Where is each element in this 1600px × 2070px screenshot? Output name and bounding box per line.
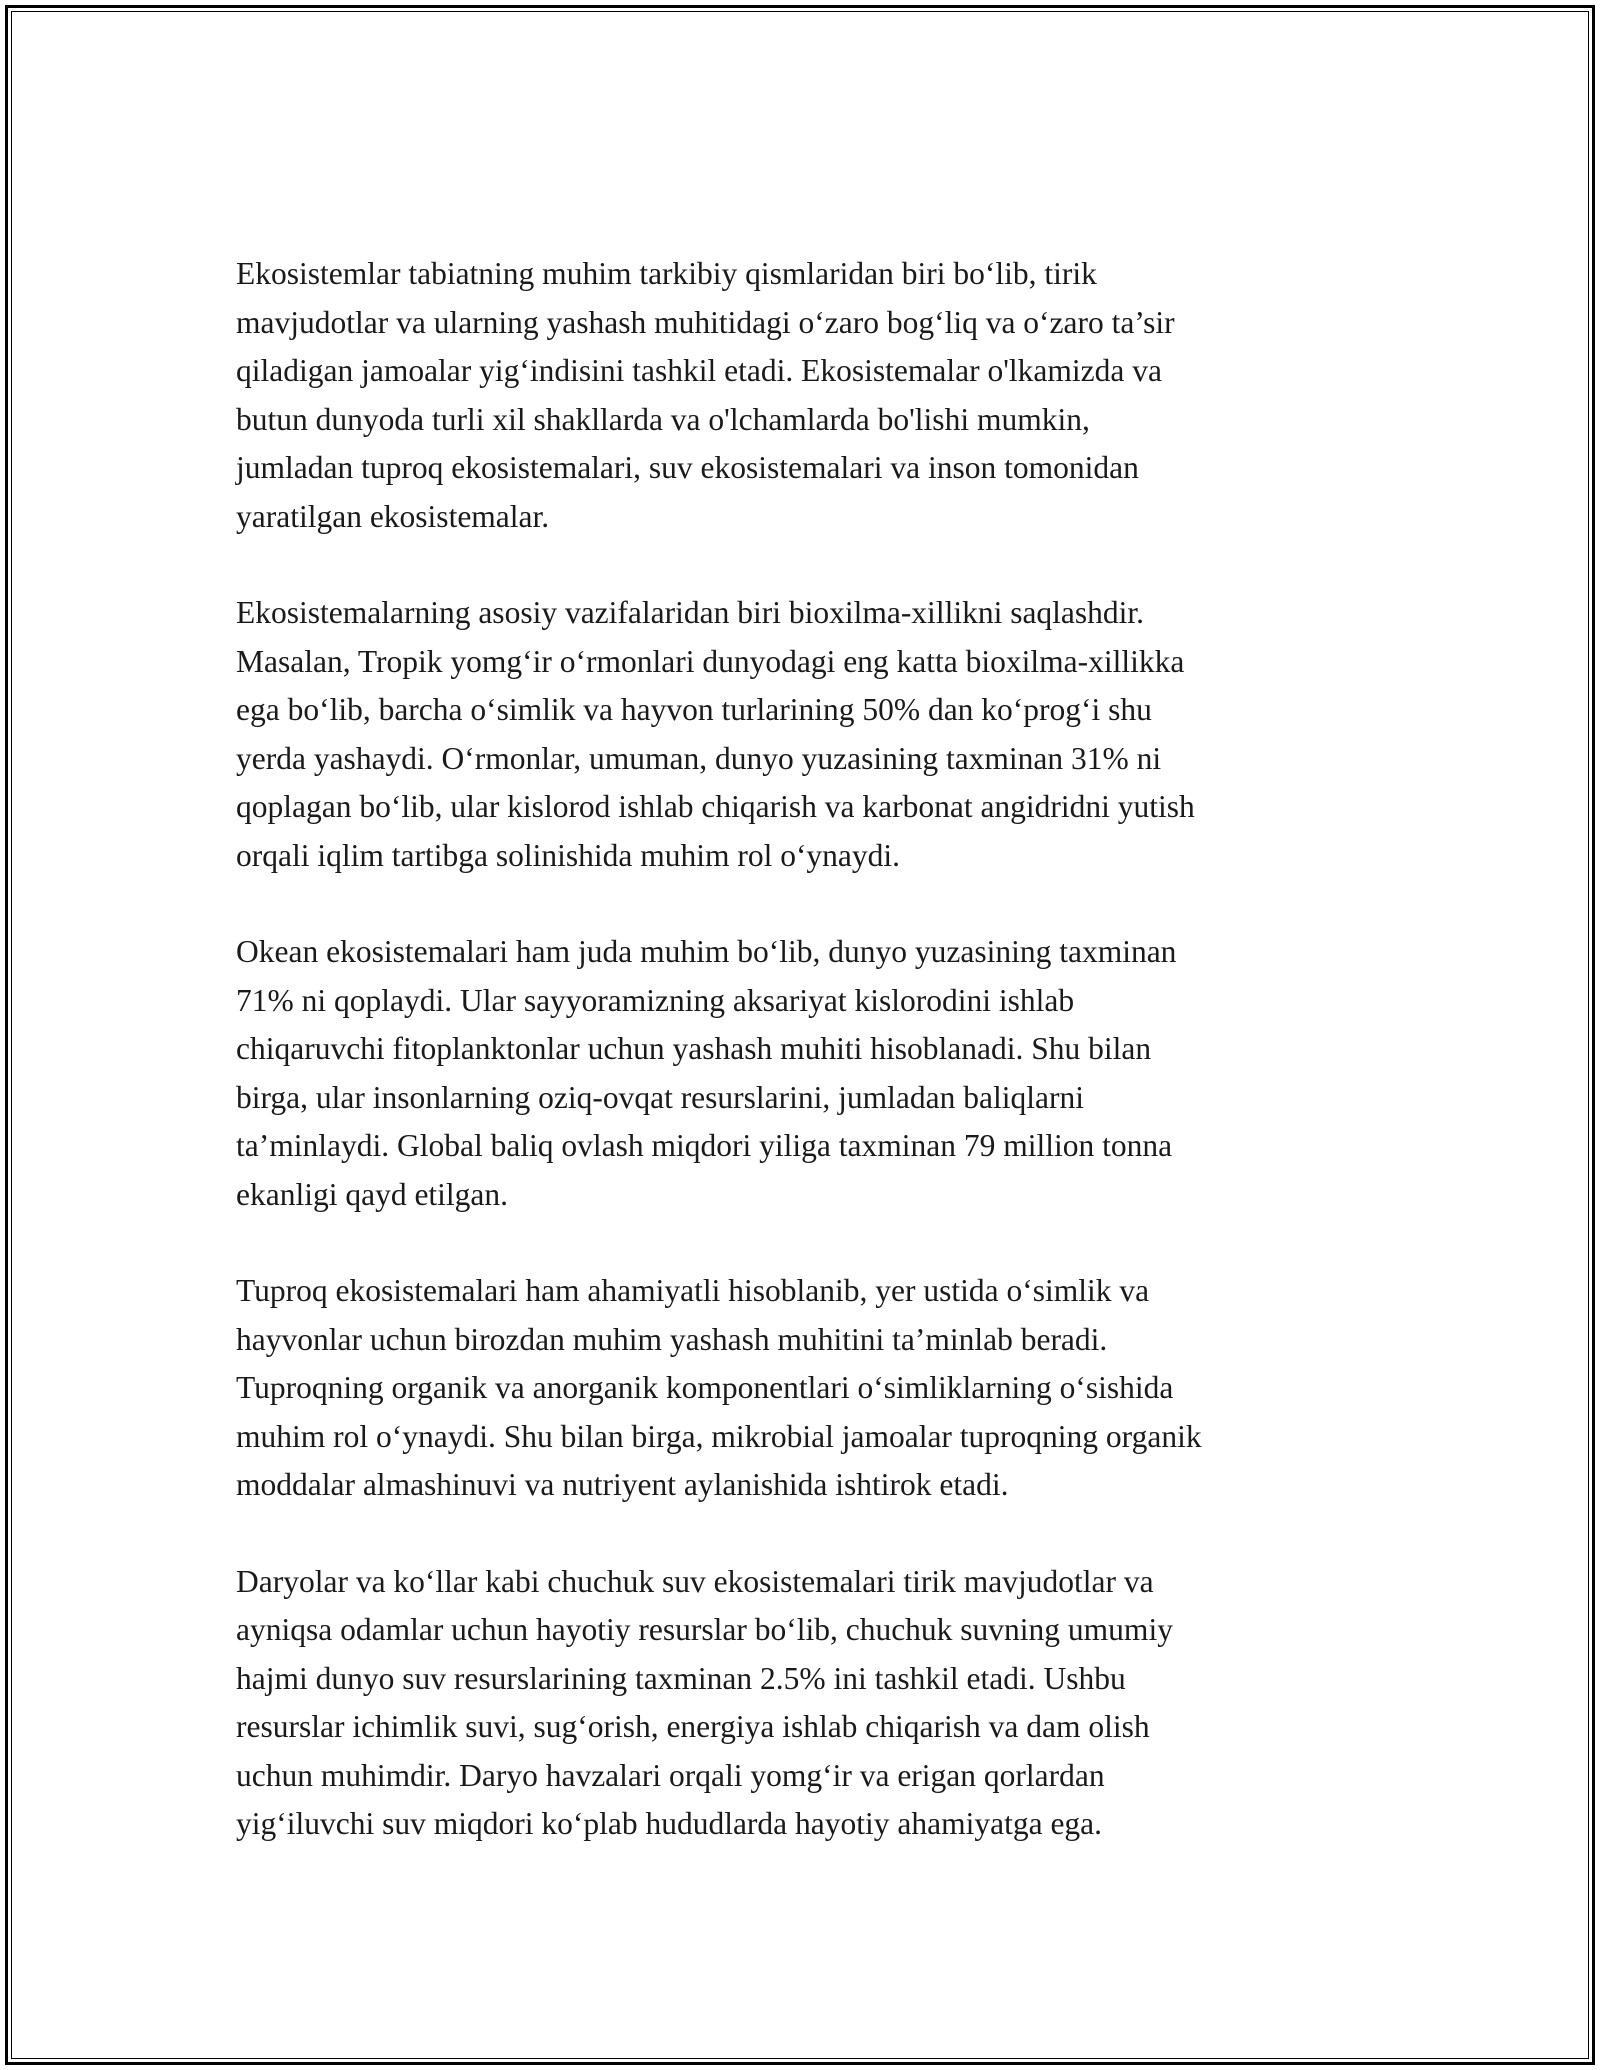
text-line: 71% ni qoplaydi. Ular sayyoramizning aksariyat kislorodini ishlab	[236, 982, 1075, 1018]
text-line: Masalan, Tropik yomg‘ir o‘rmonlari dunyodagi eng katta bioxilma-xillikka	[236, 643, 1185, 679]
text-line: Tuproq ekosistemalari ham ahamiyatli hisoblanib, yer ustida o‘simlik va	[236, 1273, 1150, 1308]
paragraph-freshwater-ecosystems	[236, 1558, 1376, 1849]
text-line: birga, ular insonlarning oziq-ovqat resurslarini, jumladan baliqlarni	[236, 1079, 1084, 1115]
text-line: butun dunyoda turli xil shakllarda va o'lchamlarda bo'lishi mumkin,	[236, 401, 1090, 437]
text-line: hajmi dunyo suv resurslarining taxminan 2.5% ini tashkil etadi. Ushbu	[236, 1660, 1126, 1696]
text-line: Ekosistemalarning asosiy vazifalaridan biri bioxilma-xillikni saqlashdir.	[236, 595, 1145, 630]
paragraph-biodiversity	[236, 589, 1376, 880]
text-line: yaratilgan ekosistemalar.	[236, 498, 550, 534]
text-line: ayniqsa odamlar uchun hayotiy resurslar bo‘lib, chuchuk suvning umumiy	[236, 1612, 1173, 1647]
paragraph-ecosystems-intro	[236, 250, 1376, 541]
text-line: uchun muhimdir. Daryo havzalari orqali yomg‘ir va erigan qorlardan	[236, 1757, 1105, 1793]
text-line: Daryolar va ko‘llar kabi chuchuk suv ekosistemalari tirik mavjudotlar va	[236, 1563, 1154, 1599]
text-line: orqali iqlim tartibga solinishida muhim rol o‘ynaydi.	[236, 837, 901, 873]
text-line: muhim rol o‘ynaydi. Shu bilan birga, mikrobial jamoalar tuproqning organik	[236, 1418, 1202, 1454]
text-line: Tuproqning organik va anorganik komponentlari o‘simliklarning o‘sishida	[236, 1370, 1174, 1405]
paragraph-ocean-ecosystems	[236, 928, 1376, 1219]
text-line: Ekosistemlar tabiatning muhim tarkibiy qismlaridan biri bo‘lib, tirik	[236, 256, 1097, 291]
text-line: Okean ekosistemalari ham juda muhim bo‘lib, dunyo yuzasining taxminan	[236, 934, 1177, 969]
text-line: mavjudotlar va ularning yashash muhitidagi o‘zaro bog‘liq va o‘zaro ta’sir	[236, 304, 1175, 340]
text-line: ega bo‘lib, barcha o‘simlik va hayvon turlarining 50% dan ko‘prog‘i shu	[236, 692, 1152, 727]
text-line: ta’minlaydi. Global baliq ovlash miqdori yiliga taxminan 79 million tonna	[236, 1128, 1173, 1163]
document-body	[236, 250, 1376, 1897]
text-line: resurslar ichimlik suvi, sug‘orish, energiya ishlab chiqarish va dam olish	[236, 1709, 1150, 1744]
text-line: yig‘iluvchi suv miqdori ko‘plab hududlarda hayotiy ahamiyatga ega.	[236, 1806, 1103, 1841]
text-line: moddalar almashinuvi va nutriyent aylanishida ishtirok etadi.	[236, 1467, 1009, 1502]
paragraph-soil-ecosystems	[236, 1267, 1376, 1510]
text-line: ekanligi qayd etilgan.	[236, 1176, 509, 1212]
text-line: yerda yashaydi. O‘rmonlar, umuman, dunyo yuzasining taxminan 31% ni	[236, 740, 1162, 776]
text-line: qoplagan bo‘lib, ular kislorod ishlab chiqarish va karbonat angidridni yutish	[236, 789, 1195, 824]
text-line: qiladigan jamoalar yig‘indisini tashkil etadi. Ekosistemalar o'lkamizda va	[236, 353, 1162, 388]
text-line: chiqaruvchi fitoplanktonlar uchun yashash muhiti hisoblanadi. Shu bilan	[236, 1031, 1152, 1066]
text-line: jumladan tuproq ekosistemalari, suv ekosistemalari va inson tomonidan	[236, 450, 1139, 485]
text-line: hayvonlar uchun birozdan muhim yashash muhitini ta’minlab beradi.	[236, 1321, 1108, 1357]
